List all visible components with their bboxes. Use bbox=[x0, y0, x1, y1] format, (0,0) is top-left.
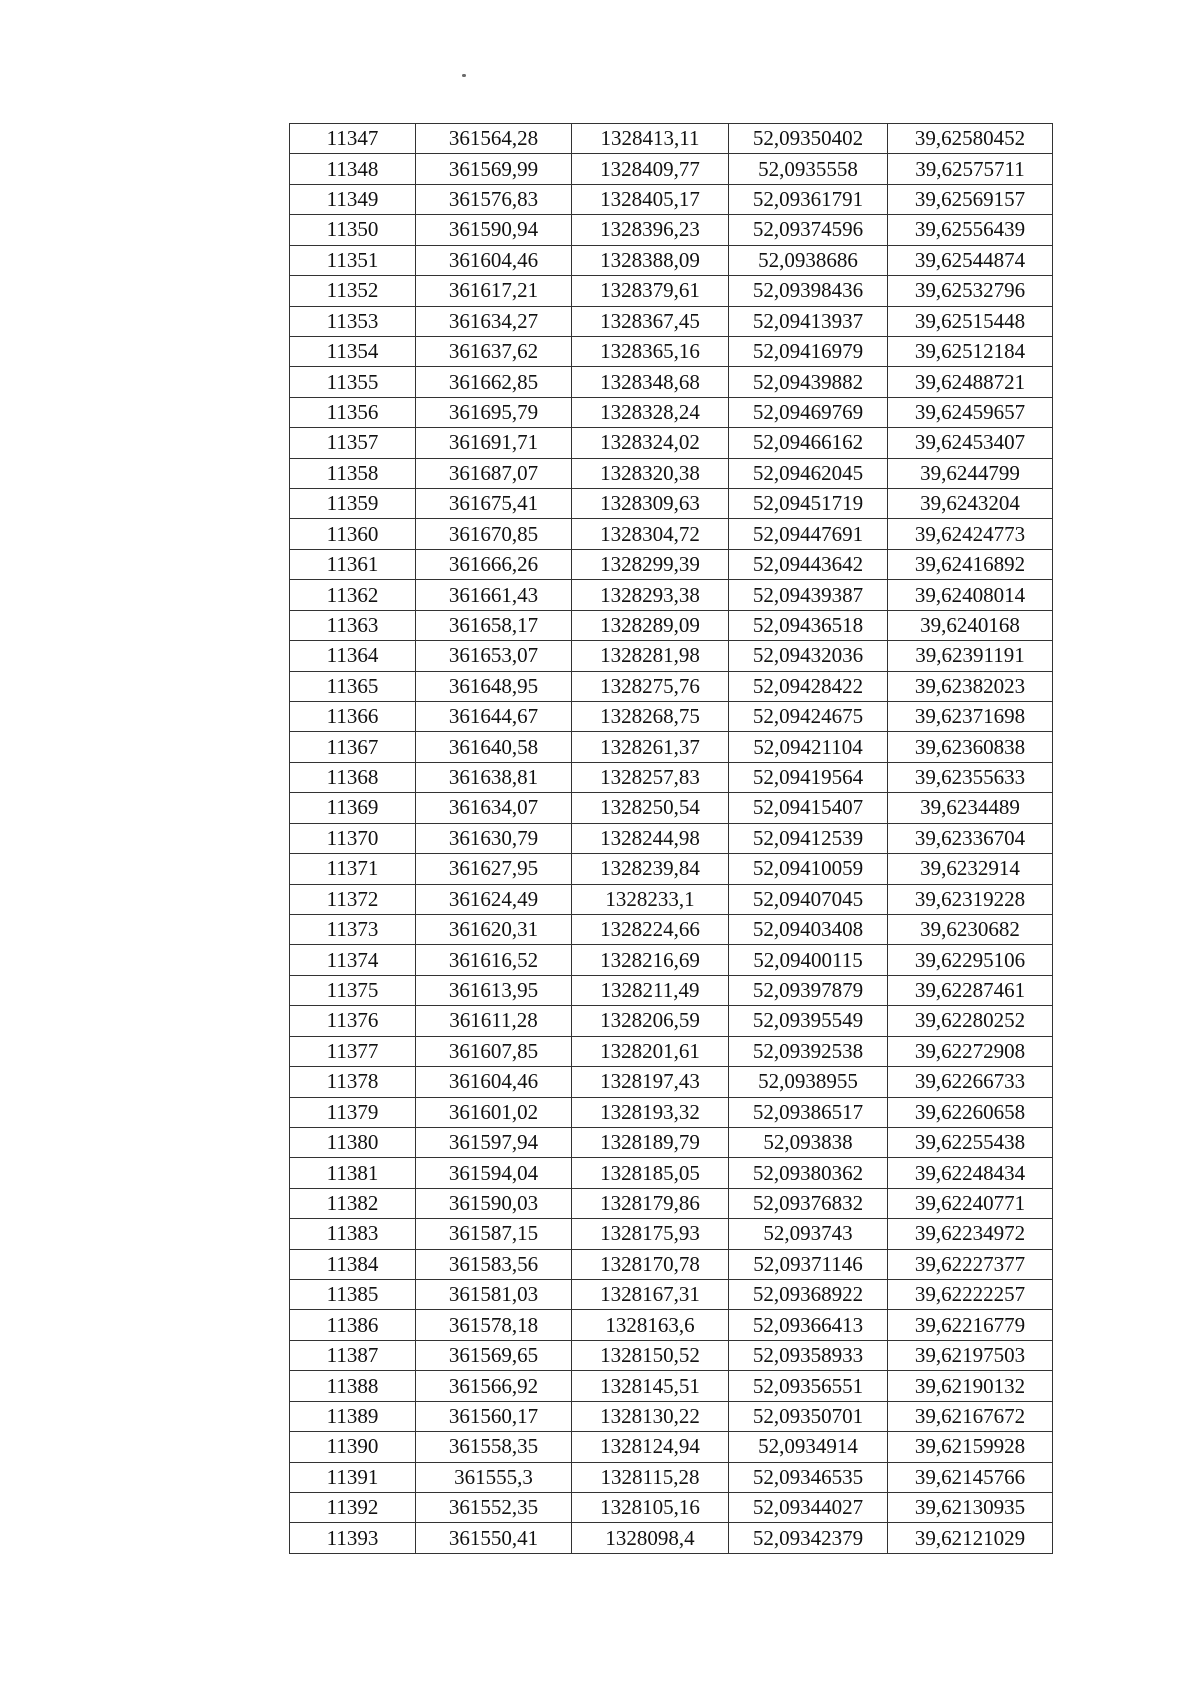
longitude-cell: 39,62266733 bbox=[888, 1067, 1053, 1097]
longitude-cell: 39,62240771 bbox=[888, 1188, 1053, 1218]
y-coordinate-cell: 1328388,09 bbox=[572, 245, 729, 275]
longitude-cell: 39,62453407 bbox=[888, 428, 1053, 458]
latitude-cell: 52,09451719 bbox=[729, 489, 888, 519]
table-row bbox=[290, 671, 1053, 701]
point-number-cell: 11380 bbox=[290, 1127, 416, 1157]
latitude-cell: 52,09410059 bbox=[729, 854, 888, 884]
coordinates-table bbox=[289, 123, 1053, 1554]
y-coordinate-cell: 1328309,63 bbox=[572, 489, 729, 519]
point-number-cell: 11366 bbox=[290, 702, 416, 732]
latitude-cell: 52,09386517 bbox=[729, 1097, 888, 1127]
y-coordinate-cell: 1328233,1 bbox=[572, 884, 729, 914]
table-row bbox=[290, 276, 1053, 306]
y-coordinate-cell: 1328163,6 bbox=[572, 1310, 729, 1340]
x-coordinate-cell: 361604,46 bbox=[416, 1067, 572, 1097]
latitude-cell: 52,09424675 bbox=[729, 702, 888, 732]
y-coordinate-cell: 1328239,84 bbox=[572, 854, 729, 884]
y-coordinate-cell: 1328324,02 bbox=[572, 428, 729, 458]
latitude-cell: 52,09403408 bbox=[729, 914, 888, 944]
longitude-cell: 39,62260658 bbox=[888, 1097, 1053, 1127]
y-coordinate-cell: 1328268,75 bbox=[572, 702, 729, 732]
table-row bbox=[290, 489, 1053, 519]
y-coordinate-cell: 1328211,49 bbox=[572, 975, 729, 1005]
y-coordinate-cell: 1328379,61 bbox=[572, 276, 729, 306]
y-coordinate-cell: 1328320,38 bbox=[572, 458, 729, 488]
point-number-cell: 11377 bbox=[290, 1036, 416, 1066]
table-row bbox=[290, 580, 1053, 610]
longitude-cell: 39,6240168 bbox=[888, 610, 1053, 640]
point-number-cell: 11347 bbox=[290, 124, 416, 154]
y-coordinate-cell: 1328115,28 bbox=[572, 1462, 729, 1492]
longitude-cell: 39,62556439 bbox=[888, 215, 1053, 245]
y-coordinate-cell: 1328167,31 bbox=[572, 1280, 729, 1310]
latitude-cell: 52,093838 bbox=[729, 1127, 888, 1157]
table-row bbox=[290, 914, 1053, 944]
y-coordinate-cell: 1328124,94 bbox=[572, 1432, 729, 1462]
table-row bbox=[290, 458, 1053, 488]
longitude-cell: 39,62515448 bbox=[888, 306, 1053, 336]
y-coordinate-cell: 1328328,24 bbox=[572, 397, 729, 427]
table-row bbox=[290, 306, 1053, 336]
table-row bbox=[290, 1492, 1053, 1522]
y-coordinate-cell: 1328405,17 bbox=[572, 184, 729, 214]
latitude-cell: 52,09344027 bbox=[729, 1492, 888, 1522]
x-coordinate-cell: 361644,67 bbox=[416, 702, 572, 732]
x-coordinate-cell: 361581,03 bbox=[416, 1280, 572, 1310]
latitude-cell: 52,09342379 bbox=[729, 1523, 888, 1553]
point-number-cell: 11389 bbox=[290, 1401, 416, 1431]
point-number-cell: 11391 bbox=[290, 1462, 416, 1492]
longitude-cell: 39,62295106 bbox=[888, 945, 1053, 975]
point-number-cell: 11382 bbox=[290, 1188, 416, 1218]
point-number-cell: 11390 bbox=[290, 1432, 416, 1462]
table-row bbox=[290, 1523, 1053, 1553]
table-row bbox=[290, 823, 1053, 853]
point-number-cell: 11379 bbox=[290, 1097, 416, 1127]
y-coordinate-cell: 1328299,39 bbox=[572, 549, 729, 579]
point-number-cell: 11376 bbox=[290, 1006, 416, 1036]
latitude-cell: 52,09439882 bbox=[729, 367, 888, 397]
table-row bbox=[290, 1067, 1053, 1097]
x-coordinate-cell: 361578,18 bbox=[416, 1310, 572, 1340]
longitude-cell: 39,62424773 bbox=[888, 519, 1053, 549]
longitude-cell: 39,62227377 bbox=[888, 1249, 1053, 1279]
latitude-cell: 52,09374596 bbox=[729, 215, 888, 245]
longitude-cell: 39,62371698 bbox=[888, 702, 1053, 732]
table-row bbox=[290, 428, 1053, 458]
point-number-cell: 11373 bbox=[290, 914, 416, 944]
longitude-cell: 39,6244799 bbox=[888, 458, 1053, 488]
point-number-cell: 11372 bbox=[290, 884, 416, 914]
y-coordinate-cell: 1328193,32 bbox=[572, 1097, 729, 1127]
table-row bbox=[290, 1006, 1053, 1036]
longitude-cell: 39,62121029 bbox=[888, 1523, 1053, 1553]
y-coordinate-cell: 1328150,52 bbox=[572, 1340, 729, 1370]
table-row bbox=[290, 397, 1053, 427]
x-coordinate-cell: 361638,81 bbox=[416, 762, 572, 792]
x-coordinate-cell: 361653,07 bbox=[416, 641, 572, 671]
longitude-cell: 39,62544874 bbox=[888, 245, 1053, 275]
latitude-cell: 52,09346535 bbox=[729, 1462, 888, 1492]
longitude-cell: 39,62532796 bbox=[888, 276, 1053, 306]
x-coordinate-cell: 361594,04 bbox=[416, 1158, 572, 1188]
latitude-cell: 52,09432036 bbox=[729, 641, 888, 671]
y-coordinate-cell: 1328250,54 bbox=[572, 793, 729, 823]
point-number-cell: 11369 bbox=[290, 793, 416, 823]
table-row bbox=[290, 215, 1053, 245]
y-coordinate-cell: 1328179,86 bbox=[572, 1188, 729, 1218]
longitude-cell: 39,62408014 bbox=[888, 580, 1053, 610]
x-coordinate-cell: 361640,58 bbox=[416, 732, 572, 762]
y-coordinate-cell: 1328289,09 bbox=[572, 610, 729, 640]
scan-speck bbox=[462, 74, 466, 77]
latitude-cell: 52,09407045 bbox=[729, 884, 888, 914]
x-coordinate-cell: 361590,03 bbox=[416, 1188, 572, 1218]
x-coordinate-cell: 361620,31 bbox=[416, 914, 572, 944]
y-coordinate-cell: 1328257,83 bbox=[572, 762, 729, 792]
table-row bbox=[290, 245, 1053, 275]
table-row bbox=[290, 1432, 1053, 1462]
y-coordinate-cell: 1328189,79 bbox=[572, 1127, 729, 1157]
table-row bbox=[290, 519, 1053, 549]
point-number-cell: 11365 bbox=[290, 671, 416, 701]
x-coordinate-cell: 361569,99 bbox=[416, 154, 572, 184]
table-row bbox=[290, 336, 1053, 366]
x-coordinate-cell: 361687,07 bbox=[416, 458, 572, 488]
x-coordinate-cell: 361560,17 bbox=[416, 1401, 572, 1431]
point-number-cell: 11353 bbox=[290, 306, 416, 336]
y-coordinate-cell: 1328261,37 bbox=[572, 732, 729, 762]
y-coordinate-cell: 1328130,22 bbox=[572, 1401, 729, 1431]
point-number-cell: 11385 bbox=[290, 1280, 416, 1310]
x-coordinate-cell: 361670,85 bbox=[416, 519, 572, 549]
table-row bbox=[290, 549, 1053, 579]
longitude-cell: 39,62569157 bbox=[888, 184, 1053, 214]
table-row bbox=[290, 1219, 1053, 1249]
table-row bbox=[290, 1340, 1053, 1370]
longitude-cell: 39,62280252 bbox=[888, 1006, 1053, 1036]
longitude-cell: 39,62488721 bbox=[888, 367, 1053, 397]
table-row bbox=[290, 641, 1053, 671]
point-number-cell: 11370 bbox=[290, 823, 416, 853]
point-number-cell: 11362 bbox=[290, 580, 416, 610]
x-coordinate-cell: 361675,41 bbox=[416, 489, 572, 519]
table-row bbox=[290, 1280, 1053, 1310]
point-number-cell: 11355 bbox=[290, 367, 416, 397]
y-coordinate-cell: 1328367,45 bbox=[572, 306, 729, 336]
y-coordinate-cell: 1328105,16 bbox=[572, 1492, 729, 1522]
point-number-cell: 11387 bbox=[290, 1340, 416, 1370]
longitude-cell: 39,62255438 bbox=[888, 1127, 1053, 1157]
latitude-cell: 52,09356551 bbox=[729, 1371, 888, 1401]
y-coordinate-cell: 1328170,78 bbox=[572, 1249, 729, 1279]
x-coordinate-cell: 361550,41 bbox=[416, 1523, 572, 1553]
y-coordinate-cell: 1328175,93 bbox=[572, 1219, 729, 1249]
point-number-cell: 11364 bbox=[290, 641, 416, 671]
x-coordinate-cell: 361590,94 bbox=[416, 215, 572, 245]
longitude-cell: 39,62416892 bbox=[888, 549, 1053, 579]
y-coordinate-cell: 1328197,43 bbox=[572, 1067, 729, 1097]
table-row bbox=[290, 945, 1053, 975]
x-coordinate-cell: 361634,07 bbox=[416, 793, 572, 823]
point-number-cell: 11361 bbox=[290, 549, 416, 579]
point-number-cell: 11386 bbox=[290, 1310, 416, 1340]
longitude-cell: 39,62355633 bbox=[888, 762, 1053, 792]
x-coordinate-cell: 361691,71 bbox=[416, 428, 572, 458]
latitude-cell: 52,09447691 bbox=[729, 519, 888, 549]
table-row bbox=[290, 1401, 1053, 1431]
point-number-cell: 11393 bbox=[290, 1523, 416, 1553]
x-coordinate-cell: 361564,28 bbox=[416, 124, 572, 154]
y-coordinate-cell: 1328224,66 bbox=[572, 914, 729, 944]
table-row bbox=[290, 762, 1053, 792]
point-number-cell: 11360 bbox=[290, 519, 416, 549]
y-coordinate-cell: 1328348,68 bbox=[572, 367, 729, 397]
table-row bbox=[290, 1462, 1053, 1492]
longitude-cell: 39,62216779 bbox=[888, 1310, 1053, 1340]
point-number-cell: 11350 bbox=[290, 215, 416, 245]
table-row bbox=[290, 1371, 1053, 1401]
latitude-cell: 52,09439387 bbox=[729, 580, 888, 610]
x-coordinate-cell: 361604,46 bbox=[416, 245, 572, 275]
longitude-cell: 39,6234489 bbox=[888, 793, 1053, 823]
latitude-cell: 52,09413937 bbox=[729, 306, 888, 336]
point-number-cell: 11348 bbox=[290, 154, 416, 184]
x-coordinate-cell: 361695,79 bbox=[416, 397, 572, 427]
table-row bbox=[290, 367, 1053, 397]
latitude-cell: 52,09358933 bbox=[729, 1340, 888, 1370]
table-row bbox=[290, 154, 1053, 184]
x-coordinate-cell: 361558,35 bbox=[416, 1432, 572, 1462]
latitude-cell: 52,09443642 bbox=[729, 549, 888, 579]
longitude-cell: 39,62167672 bbox=[888, 1401, 1053, 1431]
x-coordinate-cell: 361666,26 bbox=[416, 549, 572, 579]
longitude-cell: 39,62287461 bbox=[888, 975, 1053, 1005]
y-coordinate-cell: 1328201,61 bbox=[572, 1036, 729, 1066]
table-row bbox=[290, 884, 1053, 914]
latitude-cell: 52,09350402 bbox=[729, 124, 888, 154]
x-coordinate-cell: 361630,79 bbox=[416, 823, 572, 853]
point-number-cell: 11384 bbox=[290, 1249, 416, 1279]
point-number-cell: 11358 bbox=[290, 458, 416, 488]
table-row bbox=[290, 1188, 1053, 1218]
point-number-cell: 11378 bbox=[290, 1067, 416, 1097]
latitude-cell: 52,09416979 bbox=[729, 336, 888, 366]
y-coordinate-cell: 1328293,38 bbox=[572, 580, 729, 610]
longitude-cell: 39,62382023 bbox=[888, 671, 1053, 701]
table-row bbox=[290, 124, 1053, 154]
y-coordinate-cell: 1328304,72 bbox=[572, 519, 729, 549]
longitude-cell: 39,62272908 bbox=[888, 1036, 1053, 1066]
x-coordinate-cell: 361648,95 bbox=[416, 671, 572, 701]
point-number-cell: 11375 bbox=[290, 975, 416, 1005]
y-coordinate-cell: 1328244,98 bbox=[572, 823, 729, 853]
latitude-cell: 52,09392538 bbox=[729, 1036, 888, 1066]
table-row bbox=[290, 702, 1053, 732]
y-coordinate-cell: 1328275,76 bbox=[572, 671, 729, 701]
y-coordinate-cell: 1328409,77 bbox=[572, 154, 729, 184]
x-coordinate-cell: 361611,28 bbox=[416, 1006, 572, 1036]
point-number-cell: 11383 bbox=[290, 1219, 416, 1249]
latitude-cell: 52,09466162 bbox=[729, 428, 888, 458]
latitude-cell: 52,09436518 bbox=[729, 610, 888, 640]
x-coordinate-cell: 361637,62 bbox=[416, 336, 572, 366]
longitude-cell: 39,62234972 bbox=[888, 1219, 1053, 1249]
longitude-cell: 39,6232914 bbox=[888, 854, 1053, 884]
y-coordinate-cell: 1328365,16 bbox=[572, 336, 729, 366]
x-coordinate-cell: 361569,65 bbox=[416, 1340, 572, 1370]
point-number-cell: 11351 bbox=[290, 245, 416, 275]
longitude-cell: 39,62360838 bbox=[888, 732, 1053, 762]
x-coordinate-cell: 361607,85 bbox=[416, 1036, 572, 1066]
latitude-cell: 52,09395549 bbox=[729, 1006, 888, 1036]
y-coordinate-cell: 1328098,4 bbox=[572, 1523, 729, 1553]
x-coordinate-cell: 361566,92 bbox=[416, 1371, 572, 1401]
x-coordinate-cell: 361576,83 bbox=[416, 184, 572, 214]
point-number-cell: 11363 bbox=[290, 610, 416, 640]
longitude-cell: 39,62248434 bbox=[888, 1158, 1053, 1188]
latitude-cell: 52,0935558 bbox=[729, 154, 888, 184]
point-number-cell: 11388 bbox=[290, 1371, 416, 1401]
longitude-cell: 39,62512184 bbox=[888, 336, 1053, 366]
x-coordinate-cell: 361597,94 bbox=[416, 1127, 572, 1157]
latitude-cell: 52,09415407 bbox=[729, 793, 888, 823]
latitude-cell: 52,09380362 bbox=[729, 1158, 888, 1188]
x-coordinate-cell: 361661,43 bbox=[416, 580, 572, 610]
longitude-cell: 39,6230682 bbox=[888, 914, 1053, 944]
longitude-cell: 39,62575711 bbox=[888, 154, 1053, 184]
table-row bbox=[290, 610, 1053, 640]
x-coordinate-cell: 361613,95 bbox=[416, 975, 572, 1005]
latitude-cell: 52,0938686 bbox=[729, 245, 888, 275]
latitude-cell: 52,0938955 bbox=[729, 1067, 888, 1097]
latitude-cell: 52,09400115 bbox=[729, 945, 888, 975]
point-number-cell: 11374 bbox=[290, 945, 416, 975]
x-coordinate-cell: 361552,35 bbox=[416, 1492, 572, 1522]
point-number-cell: 11356 bbox=[290, 397, 416, 427]
table-row bbox=[290, 1158, 1053, 1188]
point-number-cell: 11392 bbox=[290, 1492, 416, 1522]
x-coordinate-cell: 361624,49 bbox=[416, 884, 572, 914]
latitude-cell: 52,09428422 bbox=[729, 671, 888, 701]
table-row bbox=[290, 854, 1053, 884]
y-coordinate-cell: 1328413,11 bbox=[572, 124, 729, 154]
x-coordinate-cell: 361662,85 bbox=[416, 367, 572, 397]
x-coordinate-cell: 361616,52 bbox=[416, 945, 572, 975]
table-row bbox=[290, 1036, 1053, 1066]
table-row bbox=[290, 975, 1053, 1005]
point-number-cell: 11357 bbox=[290, 428, 416, 458]
table-row bbox=[290, 1249, 1053, 1279]
table-row bbox=[290, 1310, 1053, 1340]
table-row bbox=[290, 793, 1053, 823]
point-number-cell: 11354 bbox=[290, 336, 416, 366]
x-coordinate-cell: 361601,02 bbox=[416, 1097, 572, 1127]
y-coordinate-cell: 1328145,51 bbox=[572, 1371, 729, 1401]
longitude-cell: 39,62459657 bbox=[888, 397, 1053, 427]
longitude-cell: 39,62197503 bbox=[888, 1340, 1053, 1370]
longitude-cell: 39,6243204 bbox=[888, 489, 1053, 519]
x-coordinate-cell: 361617,21 bbox=[416, 276, 572, 306]
x-coordinate-cell: 361627,95 bbox=[416, 854, 572, 884]
longitude-cell: 39,62336704 bbox=[888, 823, 1053, 853]
coordinates-table-body bbox=[290, 124, 1053, 1554]
x-coordinate-cell: 361634,27 bbox=[416, 306, 572, 336]
longitude-cell: 39,62190132 bbox=[888, 1371, 1053, 1401]
latitude-cell: 52,09361791 bbox=[729, 184, 888, 214]
longitude-cell: 39,62391191 bbox=[888, 641, 1053, 671]
point-number-cell: 11381 bbox=[290, 1158, 416, 1188]
latitude-cell: 52,09421104 bbox=[729, 732, 888, 762]
longitude-cell: 39,62222257 bbox=[888, 1280, 1053, 1310]
latitude-cell: 52,093743 bbox=[729, 1219, 888, 1249]
longitude-cell: 39,62319228 bbox=[888, 884, 1053, 914]
latitude-cell: 52,09462045 bbox=[729, 458, 888, 488]
latitude-cell: 52,09419564 bbox=[729, 762, 888, 792]
longitude-cell: 39,62130935 bbox=[888, 1492, 1053, 1522]
latitude-cell: 52,09397879 bbox=[729, 975, 888, 1005]
x-coordinate-cell: 361555,3 bbox=[416, 1462, 572, 1492]
x-coordinate-cell: 361583,56 bbox=[416, 1249, 572, 1279]
y-coordinate-cell: 1328216,69 bbox=[572, 945, 729, 975]
latitude-cell: 52,0934914 bbox=[729, 1432, 888, 1462]
y-coordinate-cell: 1328396,23 bbox=[572, 215, 729, 245]
table-row bbox=[290, 184, 1053, 214]
point-number-cell: 11359 bbox=[290, 489, 416, 519]
latitude-cell: 52,09398436 bbox=[729, 276, 888, 306]
latitude-cell: 52,09366413 bbox=[729, 1310, 888, 1340]
y-coordinate-cell: 1328185,05 bbox=[572, 1158, 729, 1188]
latitude-cell: 52,09368922 bbox=[729, 1280, 888, 1310]
point-number-cell: 11368 bbox=[290, 762, 416, 792]
longitude-cell: 39,62159928 bbox=[888, 1432, 1053, 1462]
x-coordinate-cell: 361658,17 bbox=[416, 610, 572, 640]
longitude-cell: 39,62145766 bbox=[888, 1462, 1053, 1492]
table-row bbox=[290, 1097, 1053, 1127]
latitude-cell: 52,09469769 bbox=[729, 397, 888, 427]
y-coordinate-cell: 1328281,98 bbox=[572, 641, 729, 671]
latitude-cell: 52,09412539 bbox=[729, 823, 888, 853]
y-coordinate-cell: 1328206,59 bbox=[572, 1006, 729, 1036]
table-row bbox=[290, 1127, 1053, 1157]
latitude-cell: 52,09350701 bbox=[729, 1401, 888, 1431]
latitude-cell: 52,09376832 bbox=[729, 1188, 888, 1218]
longitude-cell: 39,62580452 bbox=[888, 124, 1053, 154]
point-number-cell: 11371 bbox=[290, 854, 416, 884]
table-row bbox=[290, 732, 1053, 762]
point-number-cell: 11352 bbox=[290, 276, 416, 306]
x-coordinate-cell: 361587,15 bbox=[416, 1219, 572, 1249]
point-number-cell: 11367 bbox=[290, 732, 416, 762]
point-number-cell: 11349 bbox=[290, 184, 416, 214]
latitude-cell: 52,09371146 bbox=[729, 1249, 888, 1279]
